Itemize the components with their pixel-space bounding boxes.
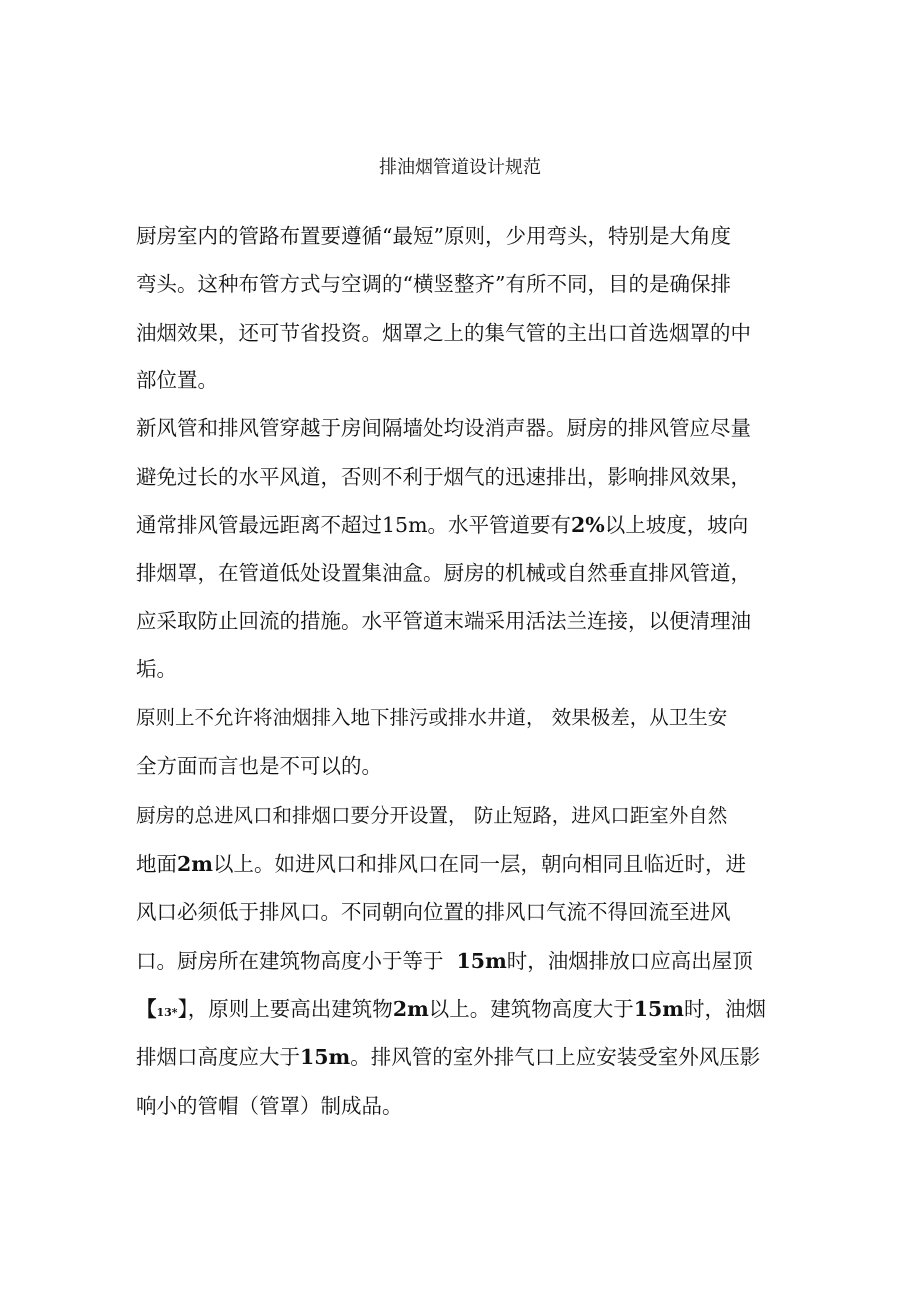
text-run: 口。厨房所在建筑物高度小于等于 [136,949,457,973]
paragraph-line: 弯头。这种布管方式与空调的“横竖整齐”有所不同，目的是确保排 [136,272,731,296]
text-run: 2m [392,997,429,1021]
paragraph-line [136,850,776,878]
paragraph-line: 排烟罩，在管道低处设置集油盒。厨房的机械或自然垂直排风管道， [136,561,751,585]
paragraph-line: 垢。 [136,657,177,681]
citation-marker: 13* [156,1006,178,1019]
paragraph-line [136,511,776,539]
paragraph-line: 油烟效果，还可节省投资。烟罩之上的集气管的主出口首选烟罩的中 [136,321,751,345]
paragraph-line [136,995,776,1027]
paragraph-line: 厨房室内的管路布置要遵循“最短”原则，少用弯头，特别是大角度 [136,224,731,248]
text-run: 通常排风管最远距离不超过15m。水平管道要有 [136,513,572,537]
paragraph-line: 风口必须低于排风口。不同朝向位置的排风口气流不得回流至进风 [136,900,731,924]
paragraph-line: 厨房的总进风口和排烟口要分开设置， 防止短路，进风口距室外自然 [136,804,728,827]
paragraph-line: 原则上不允许将油烟排入地下排污或排水井道， 效果极差，从卫生安 [136,706,728,729]
text-run: 时，油烟 [684,997,767,1021]
paragraph-line [136,947,776,975]
paragraph-line [136,1043,776,1071]
paragraph-line: 应采取防止回流的措施。水平管道末端采用活法兰连接，以便清理油 [136,609,751,633]
text-run: 时，油烟排放口应高出屋顶 [506,949,753,973]
text-run: 2m [177,852,213,876]
paragraph-line: 部位置。 [136,368,218,392]
text-run: 排烟口高度应大于 [136,1045,300,1069]
text-run: 2% [571,513,605,537]
text-run: 15m [633,997,685,1021]
document-title: 排油烟管道设计规范 [379,157,541,178]
text-run: 】，原则上要高出建筑物 [177,997,393,1021]
text-run: 。排风管的室外排气口上应安装受室外风压影 [350,1045,761,1069]
paragraph-line: 避免过长的水平风道，否则不利于烟气的迅速排出，影响排风效果， [136,465,751,489]
text-run: 以上。如进风口和排风口在同一层，朝向相同且临近时，进 [212,852,746,876]
text-run: 【 [136,997,157,1021]
text-run: 15m [300,1045,351,1069]
text-run: 地面 [136,852,177,876]
text-run: 以上坡度，坡向 [604,513,749,537]
paragraph-line: 全方面而言也是不可以的。 [136,754,382,778]
paragraph-line: 新风管和排风管穿越于房间隔墙处均设消声器。厨房的排风管应尽量 [136,416,751,440]
text-run: 15m [456,949,507,973]
text-run: 以上。建筑物高度大于 [428,997,634,1021]
paragraph-line: 响小的管帽（管罩）制成品。 [136,1094,403,1118]
